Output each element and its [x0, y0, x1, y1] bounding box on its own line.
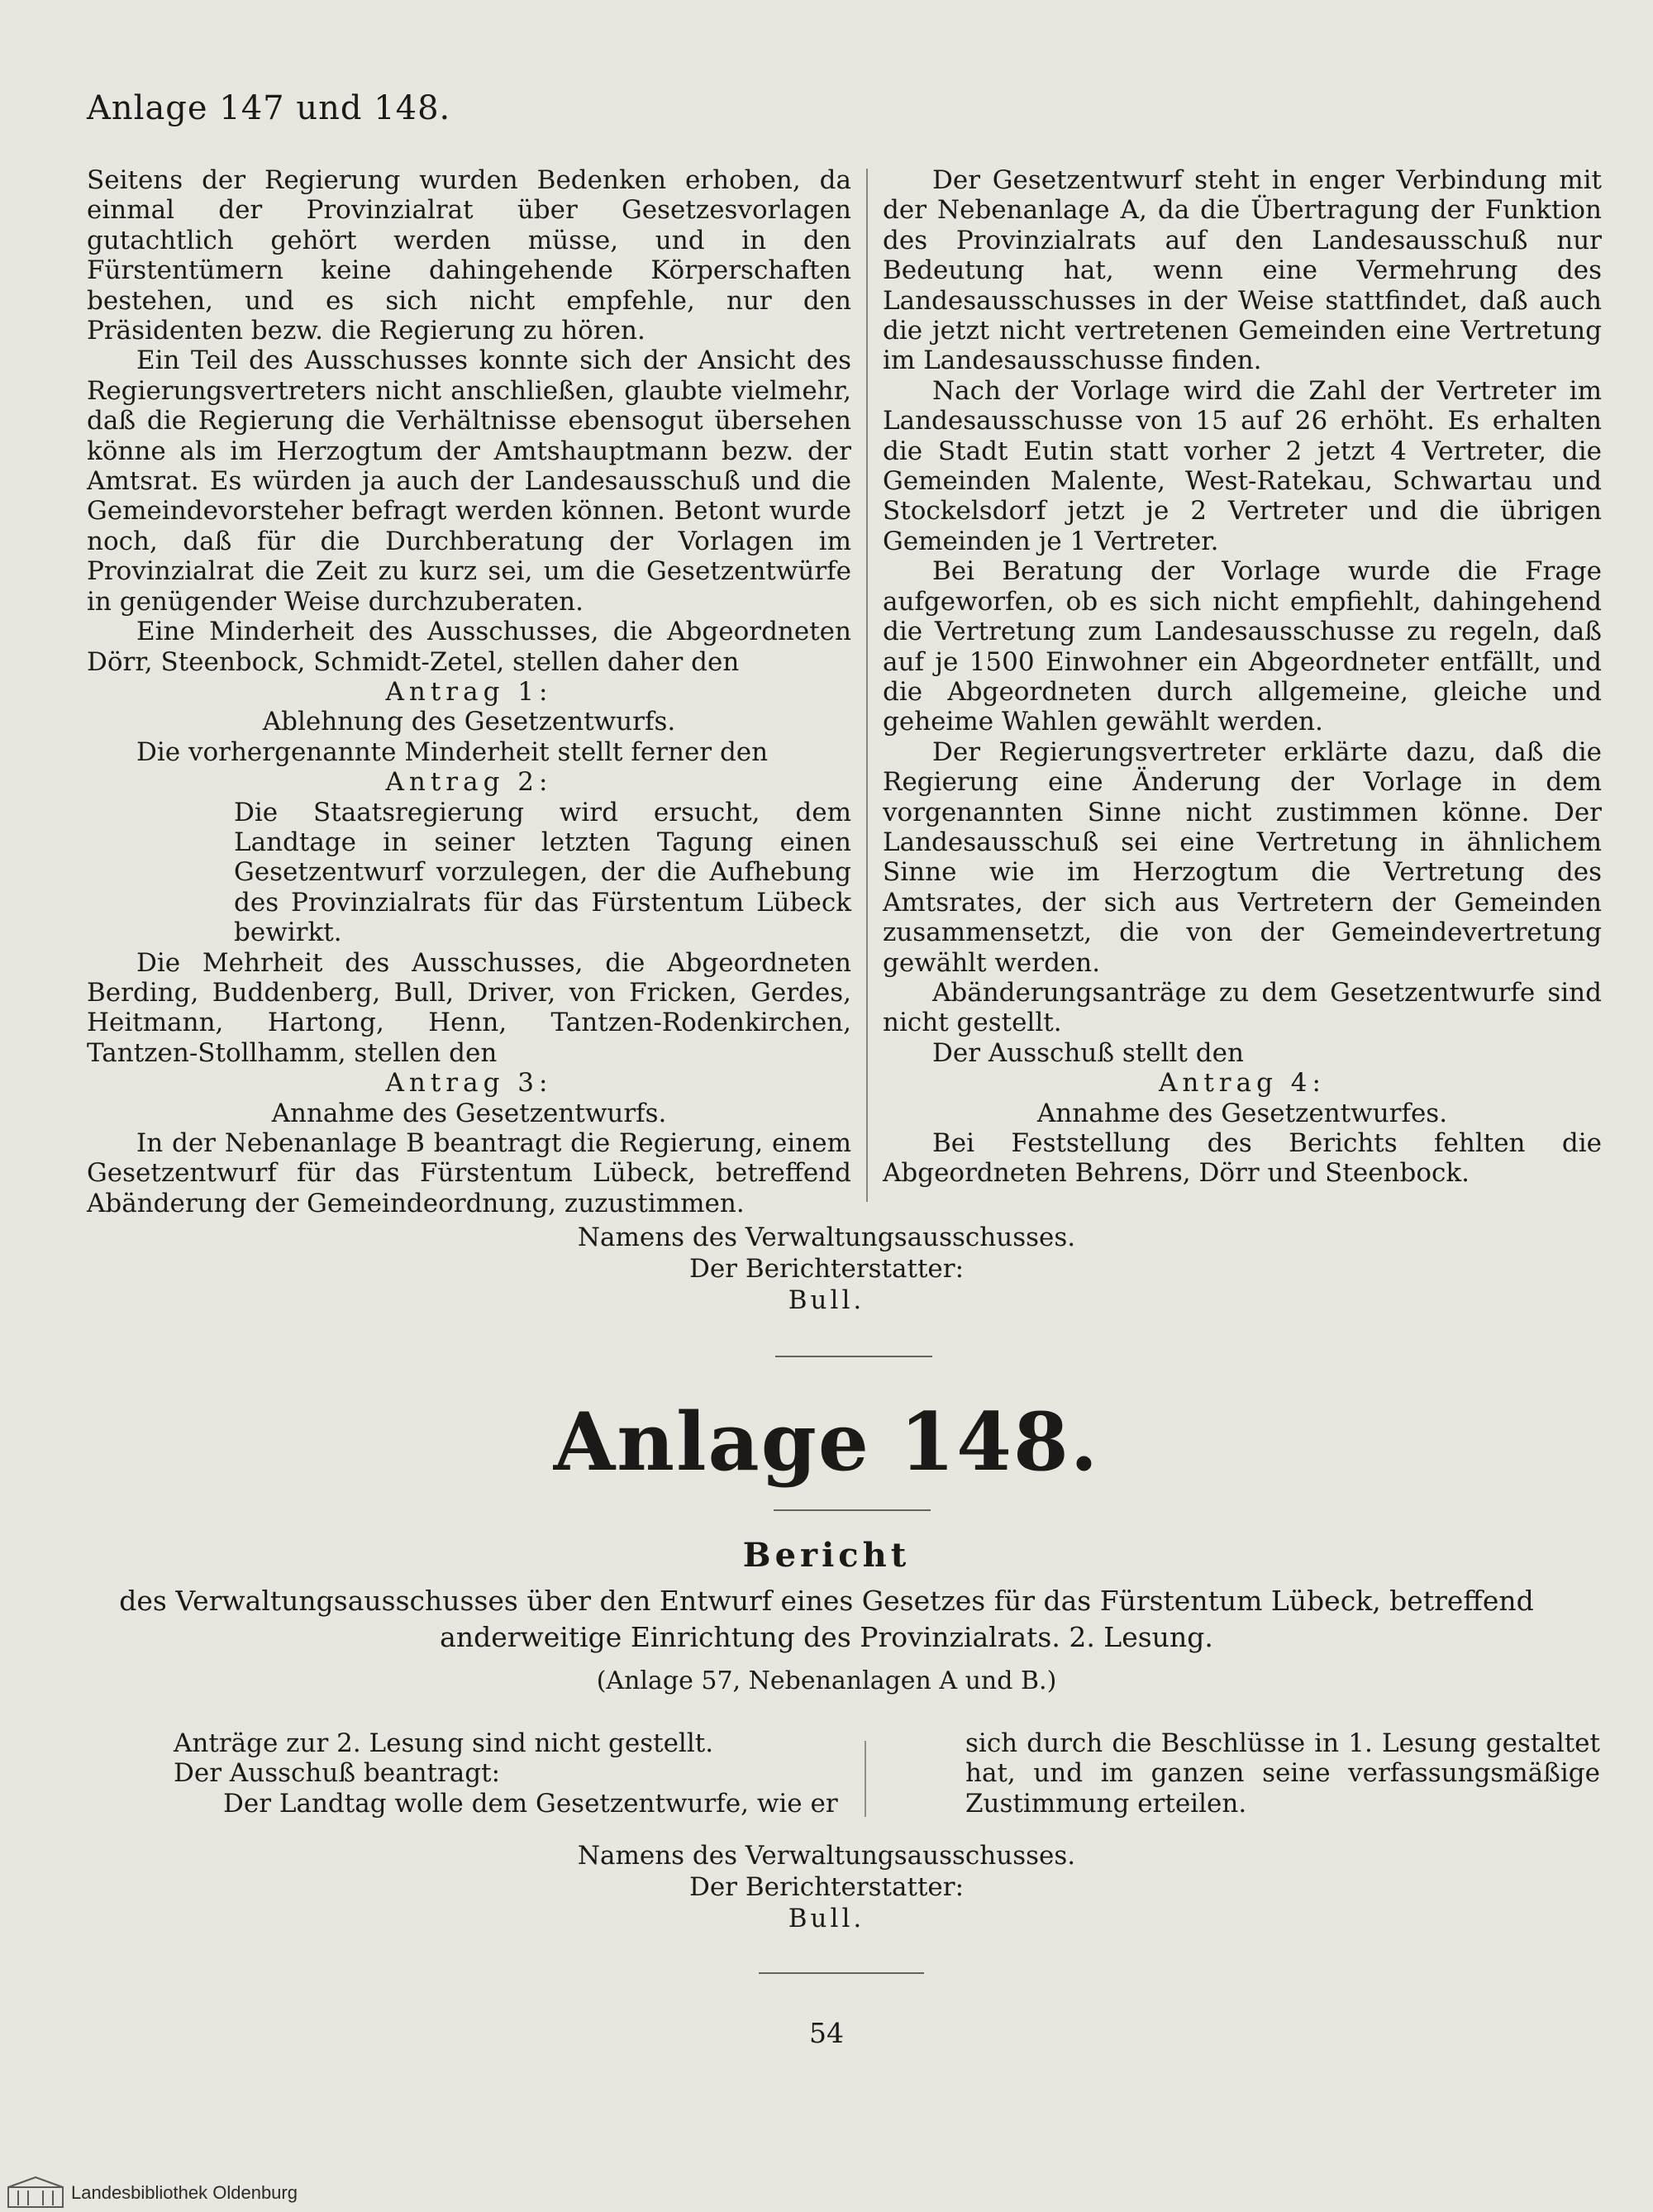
signature-name: Bull.: [788, 1285, 865, 1315]
paragraph: Annahme des Gesetzentwurfs.: [271, 1098, 667, 1128]
separator-rule: [774, 1509, 931, 1511]
library-footer: [0, 2174, 1653, 2212]
page-number: 54: [809, 2017, 844, 2049]
paragraph: Der Ausschuß stellt den: [932, 1037, 1244, 1068]
running-header: Anlage 147 und 148.: [87, 89, 451, 127]
signature-name: Bull.: [788, 1904, 865, 1933]
paragraph: Nach der Vorlage wird die Zahl der Vertreter im Landesausschusse von 15 auf 26 erhöht. Es erhalten die Stadt Eutin statt vorher 2 jetzt 4 Vertreter, die Gemeinden Malente, West-Ratekau, Schwartau und Stockelsdorf jetzt je 2 Vertreter und die übrigen Gemeinden je 1 Vertreter.: [883, 375, 1602, 556]
report-reference: (Anlage 57, Nebenanlagen A und B.): [596, 1666, 1057, 1695]
paragraph: Die Staatsregierung wird ersucht, dem Landtage in seiner letzten Tagung einen Gesetzentwurf vorzulegen, der die Aufhebung des Provinzialrats für das Fürstentum Lübeck bewirkt.: [234, 797, 851, 948]
paragraph: Ein Teil des Ausschusses konnte sich der Ansicht des Regierungsvertreters nicht anschließen, glaubte vielmehr, daß die Regierung die Verhältnisse ebensogut übersehen könne als im Herzogtum der Amtshauptmann bezw. der Amtsrat. Es würden ja auch der Landesausschuß und die Gemeindevorsteher befragt werden können. Betont wurde noch, daß für die Durchberatung der Vorlagen im Provinzialrat die Zeit zu kurz sei, um die Gesetzentwürfe in genügender Weise durchzuberaten.: [87, 346, 851, 617]
section2-left-column: [174, 1728, 868, 1819]
column-divider: [866, 169, 868, 1202]
signature-role: Der Berichterstatter:: [688, 1872, 965, 1902]
paragraph: Ablehnung des Gesetzentwurfs.: [262, 707, 676, 737]
paragraph: Der Landtag wolle dem Gesetzentwurfe, wie er: [223, 1788, 838, 1819]
paragraph: Abänderungsanträge zu dem Gesetzentwurfe sind nicht gestellt.: [883, 977, 1602, 1038]
paragraph: Anträge zur 2. Lesung sind nicht gestellt.: [174, 1728, 714, 1758]
column-divider: [865, 1741, 866, 1817]
motion-heading: Antrag 4:: [1159, 1068, 1326, 1099]
paragraph: Eine Minderheit des Ausschusses, die Abgeordneten Dörr, Steenbock, Schmidt-Zetel, stellen daher den: [87, 617, 851, 677]
separator-rule: [775, 1356, 932, 1357]
signature-line: Namens des Verwaltungsausschusses.: [577, 1223, 1076, 1252]
paragraph: Seitens der Regierung wurden Bedenken erhoben, da einmal der Provinzialrat über Gesetzesvorlagen gutachtlich gehört werden müsse, und in den Fürstentümern keine dahingehende Körperschaften bestehen, und es sich nicht empfehle, nur den Präsidenten bezw. die Regierung zu hören.: [87, 165, 851, 346]
paragraph: Der Ausschuß beantragt:: [174, 1758, 501, 1789]
motion-heading: Antrag 3:: [385, 1068, 553, 1099]
section1-left-column: [87, 165, 851, 1218]
motion-heading: Antrag 2:: [385, 767, 553, 798]
paragraph: sich durch die Beschlüsse in 1. Lesung gestaltet hat, und im ganzen seine verfassungsmäßige Zustimmung erteilen.: [965, 1728, 1600, 1819]
section1-right-column: [883, 165, 1602, 1189]
paragraph: Der Gesetzentwurf steht in enger Verbindung mit der Nebenanlage A, da die Übertragung der Funktion des Provinzialrats auf den Landesausschuß nur Bedeutung hat, wenn eine Vermehrung des Landesausschusses in der Weise stattfindet, daß auch die jetzt nicht vertretenen Gemeinden eine Vertretung im Landesausschusse finden.: [883, 165, 1602, 376]
library-name: Landesbibliothek Oldenburg: [71, 2182, 298, 2203]
paragraph: Der Regierungsvertreter erklärte dazu, daß die Regierung eine Änderung der Vorlage in dem vorgenannten Sinne nicht zustimmen könne. Der Landesausschuß sei eine Vertretung in ähnlichem Sinne wie im Herzogtum die Vertretung des Amtsrates, der sich aus Vertretern der Gemeinden zusammensetzt, die von der Gemeindevertretung gewählt werden.: [883, 737, 1602, 978]
signature-block-2: [0, 1840, 1653, 1934]
paragraph: In der Nebenanlage B beantragt die Regierung, einem Gesetzentwurf für das Fürstentum Lübeck, betreffend Abänderung der Gemeindeordnung, zuzustimmen.: [87, 1128, 851, 1218]
anlage-title: Anlage 148.: [553, 1395, 1100, 1489]
paragraph: Bei Beratung der Vorlage wurde die Frage aufgeworfen, ob es sich nicht empfiehlt, dahingehend die Vertretung zum Landesausschusse zu regeln, daß auf je 1500 Einwohner ein Abgeordneter entfällt, und die Abgeordneten durch allgemeine, gleiche und geheime Wahlen gewählt werden.: [883, 556, 1602, 737]
section2-right-column: [965, 1728, 1600, 1819]
signature-line: Namens des Verwaltungsausschusses.: [577, 1841, 1076, 1871]
signature-block-1: [0, 1222, 1653, 1316]
report-heading: Bericht: [742, 1536, 911, 1575]
signature-role: Der Berichterstatter:: [688, 1254, 965, 1284]
paragraph: Annahme des Gesetzentwurfes.: [1036, 1098, 1448, 1128]
paragraph: Die vorhergenannte Minderheit stellt ferner den: [136, 737, 769, 767]
report-subject: des Verwaltungsausschusses über den Entwurf eines Gesetzes für das Fürstentum Lübeck, betreffend anderweitige Einrichtung des Provinzialrats. 2. Lesung.: [119, 1585, 1534, 1653]
motion-heading: Antrag 1:: [385, 676, 553, 707]
paragraph: Die Mehrheit des Ausschusses, die Abgeordneten Berding, Buddenberg, Bull, Driver, von Fricken, Gerdes, Heitmann, Hartong, Henn, Tantzen-Rodenkirchen, Tantzen-Stollhamm, stellen den: [87, 947, 851, 1068]
separator-rule: [759, 1972, 924, 1974]
paragraph: Bei Feststellung des Berichts fehlten die Abgeordneten Behrens, Dörr und Steenbock.: [883, 1128, 1602, 1189]
library-building-icon: [7, 2176, 64, 2209]
